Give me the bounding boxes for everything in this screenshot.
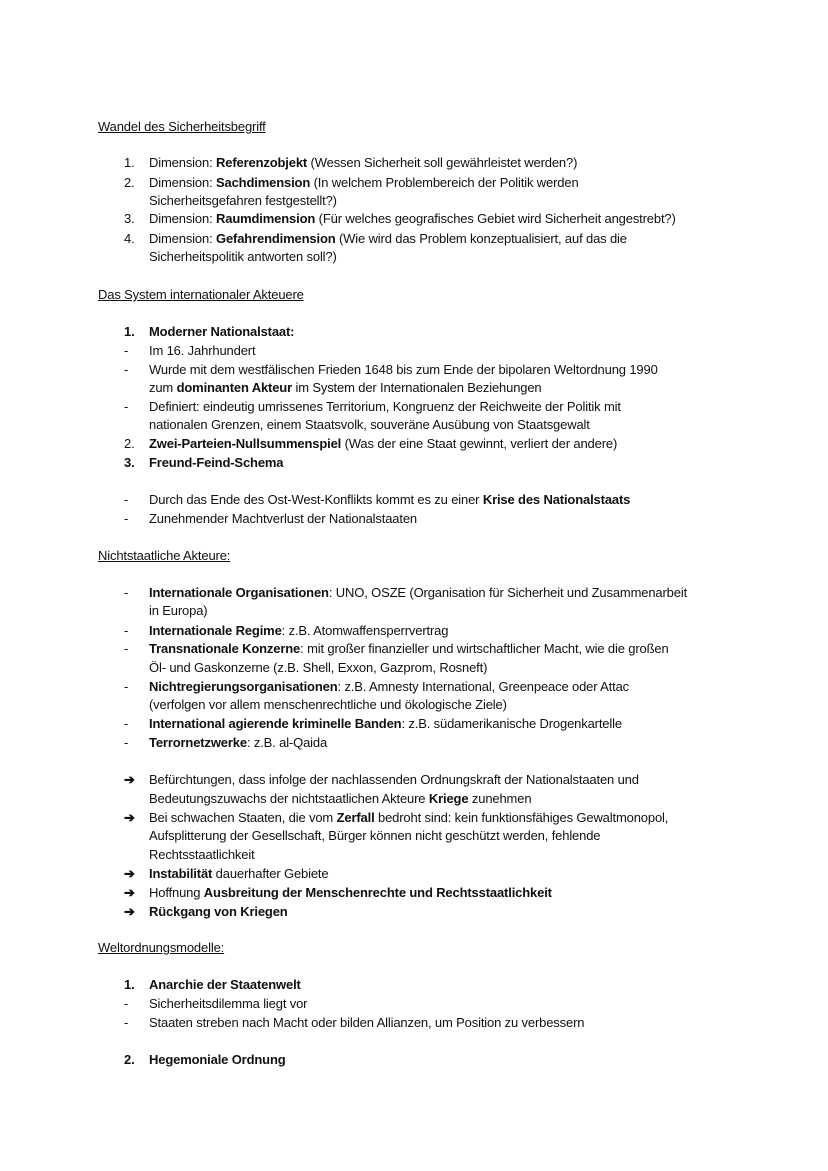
text-segment: Dimension: (149, 175, 216, 190)
bullet-dash: - (124, 735, 129, 750)
bold-term: dominanten Akteur (176, 380, 292, 395)
bold-term: Internationale Organisationen (149, 585, 329, 600)
text-segment: Befürchtungen, dass infolge der nachlassenden Ordnungskraft der Nationalstaaten und (149, 772, 639, 787)
bold-term: Zerfall (336, 810, 375, 825)
bold-term: Referenzobjekt (216, 155, 308, 170)
list-item-line (149, 491, 630, 509)
list-item-line (149, 715, 622, 733)
list-item-line (149, 174, 579, 192)
list-number: 2. (124, 175, 135, 190)
text-segment: (Wie wird das Problem konzeptualisiert, auf das die (335, 231, 627, 246)
list-item-line (149, 976, 301, 994)
list-item-line (149, 640, 669, 658)
bullet-dash: - (124, 492, 129, 507)
list-number: 4. (124, 231, 135, 246)
list-item-line (149, 846, 255, 864)
text-segment: zunehmen (468, 791, 532, 806)
text-segment: bedroht sind: kein funktionsfähiges Gewaltmonopol, (374, 810, 669, 825)
bullet-dash: - (124, 1015, 129, 1030)
bold-term: Anarchie der Staatenwelt (149, 977, 301, 992)
list-item-line (149, 903, 288, 921)
text-segment: (Für welches geografisches Gebiet wird Sicherheit angestrebt?) (315, 211, 676, 226)
bold-term: Rückgang von Kriegen (149, 904, 288, 919)
text-segment: in Europa) (149, 603, 208, 618)
list-item-line (149, 734, 327, 752)
list-number: 3. (124, 211, 135, 226)
bold-term: Transnationale Konzerne (149, 641, 301, 656)
bullet-dash: - (124, 679, 129, 694)
section-heading: Weltordnungsmodelle: (98, 940, 225, 955)
text-segment: Dimension: (149, 231, 216, 246)
list-item-line (149, 1051, 286, 1069)
text-segment: Hoffnung (149, 885, 204, 900)
bullet-dash: - (124, 996, 129, 1011)
list-item-line (149, 342, 255, 360)
list-item-line (149, 210, 676, 228)
section-heading: Das System internationaler Akteuere (98, 287, 304, 302)
bullet-dash: - (124, 585, 129, 600)
list-item-line (149, 230, 627, 248)
list-number: 2. (124, 436, 135, 451)
arrow-right-icon: ➔ (124, 772, 135, 787)
list-number: 2. (124, 1052, 135, 1067)
text-segment: Sicherheitsdilemma liegt vor (149, 996, 308, 1011)
bullet-dash: - (124, 511, 129, 526)
list-item-line (149, 809, 668, 827)
text-segment: (verfolgen vor allem menschenrechtliche und ökologische Ziele) (149, 697, 507, 712)
text-segment: Bedeutungszuwachs der nichtstaatlichen Akteure (149, 791, 429, 806)
bold-term: Sachdimension (216, 175, 311, 190)
text-segment: nationalen Grenzen, einem Staatsvolk, souveräne Ausübung von Staatsgewalt (149, 417, 590, 432)
bold-term: Instabilität (149, 866, 213, 881)
bullet-dash: - (124, 716, 129, 731)
text-segment: : z.B. Amnesty International, Greenpeace oder Attac (337, 679, 630, 694)
text-segment: Im 16. Jahrhundert (149, 343, 256, 358)
bullet-dash: - (124, 399, 129, 414)
list-item-line (149, 678, 629, 696)
bold-term: Hegemoniale Ordnung (149, 1052, 286, 1067)
list-item-line (149, 192, 337, 210)
list-number: 1. (124, 977, 135, 992)
list-item-line (149, 435, 617, 453)
text-segment: Bei schwachen Staaten, die vom (149, 810, 337, 825)
list-item-line (149, 584, 687, 602)
text-segment: : z.B. südamerikanische Drogenkartelle (401, 716, 622, 731)
bold-term: Freund-Feind-Schema (149, 455, 284, 470)
bold-term: Kriege (428, 791, 469, 806)
section-heading: Wandel des Sicherheitsbegriff (98, 119, 266, 134)
list-item-line (149, 248, 337, 266)
text-segment: : mit großer finanzieller und wirtschaftlicher Macht, wie die großen (300, 641, 669, 656)
text-segment: : z.B. al-Qaida (246, 735, 328, 750)
text-segment: Sicherheitspolitik antworten soll?) (149, 249, 337, 264)
text-segment: (Wessen Sicherheit soll gewährleistet werden?) (307, 155, 578, 170)
text-segment: (In welchem Problembereich der Politik werden (310, 175, 579, 190)
list-item-line (149, 602, 207, 620)
list-number: 3. (124, 455, 135, 470)
text-segment: Zunehmender Machtverlust der Nationalstaaten (149, 511, 417, 526)
list-item-line (149, 323, 294, 341)
bold-term: Ausbreitung der Menschenrechte und Rechtsstaatlichkeit (203, 885, 552, 900)
list-item-line (149, 379, 542, 397)
bullet-dash: - (124, 623, 129, 638)
text-segment: Sicherheitsgefahren festgestellt?) (149, 193, 337, 208)
bold-term: Zwei-Parteien-Nullsummenspiel (149, 436, 342, 451)
text-segment: im System der Internationalen Beziehungen (292, 380, 542, 395)
text-segment: Rechtsstaatlichkeit (149, 847, 255, 862)
list-item-line (149, 995, 307, 1013)
text-segment: Öl- und Gaskonzerne (z.B. Shell, Exxon, Gazprom, Rosneft) (149, 660, 488, 675)
list-item-line (149, 454, 283, 472)
text-segment: Dimension: (149, 211, 216, 226)
bold-term: Raumdimension (216, 211, 316, 226)
list-number: 1. (124, 324, 135, 339)
list-item-line (149, 361, 658, 379)
text-segment: zum (149, 380, 177, 395)
bold-term: Moderner Nationalstaat: (149, 324, 295, 339)
arrow-right-icon: ➔ (124, 866, 135, 881)
list-item-line (149, 790, 531, 808)
bullet-dash: - (124, 362, 129, 377)
list-item-line (149, 771, 639, 789)
text-segment: Staaten streben nach Macht oder bilden Allianzen, um Position zu verbessern (149, 1015, 585, 1030)
text-segment: Wurde mit dem westfälischen Frieden 1648 bis zum Ende der bipolaren Weltordnung 1990 (149, 362, 658, 377)
text-segment: Aufsplitterung der Gesellschaft, Bürger können nicht geschützt werden, fehlende (149, 828, 601, 843)
text-segment: (Was der eine Staat gewinnt, verliert der andere) (341, 436, 618, 451)
list-item-line (149, 416, 590, 434)
list-item-line (149, 622, 448, 640)
list-number: 1. (124, 155, 135, 170)
text-segment: Dimension: (149, 155, 216, 170)
bold-term: International agierende kriminelle Banden (149, 716, 402, 731)
text-segment: : UNO, OSZE (Organisation für Sicherheit und Zusammenarbeit (328, 585, 688, 600)
list-item-line (149, 659, 487, 677)
bold-term: Terrornetzwerke (149, 735, 247, 750)
list-item-line (149, 154, 577, 172)
arrow-right-icon: ➔ (124, 885, 135, 900)
section-heading: Nichtstaatliche Akteure: (98, 548, 231, 563)
text-segment: Definiert: eindeutig umrissenes Territorium, Kongruenz der Reichweite der Politik mit (149, 399, 621, 414)
text-segment: dauerhafter Gebiete (212, 866, 329, 881)
bullet-dash: - (124, 641, 129, 656)
list-item-line (149, 827, 600, 845)
bold-term: Nichtregierungsorganisationen (149, 679, 338, 694)
bold-term: Krise des Nationalstaats (482, 492, 631, 507)
list-item-line (149, 884, 552, 902)
bold-term: Internationale Regime (149, 623, 282, 638)
arrow-right-icon: ➔ (124, 904, 135, 919)
arrow-right-icon: ➔ (124, 810, 135, 825)
bold-term: Gefahrendimension (216, 231, 336, 246)
list-item-line (149, 865, 328, 883)
list-item-line (149, 510, 417, 528)
bullet-dash: - (124, 343, 129, 358)
text-segment: Durch das Ende des Ost-West-Konflikts kommt es zu einer (149, 492, 483, 507)
list-item-line (149, 696, 507, 714)
text-segment: : z.B. Atomwaffensperrvertrag (281, 623, 449, 638)
list-item-line (149, 1014, 584, 1032)
list-item-line (149, 398, 621, 416)
